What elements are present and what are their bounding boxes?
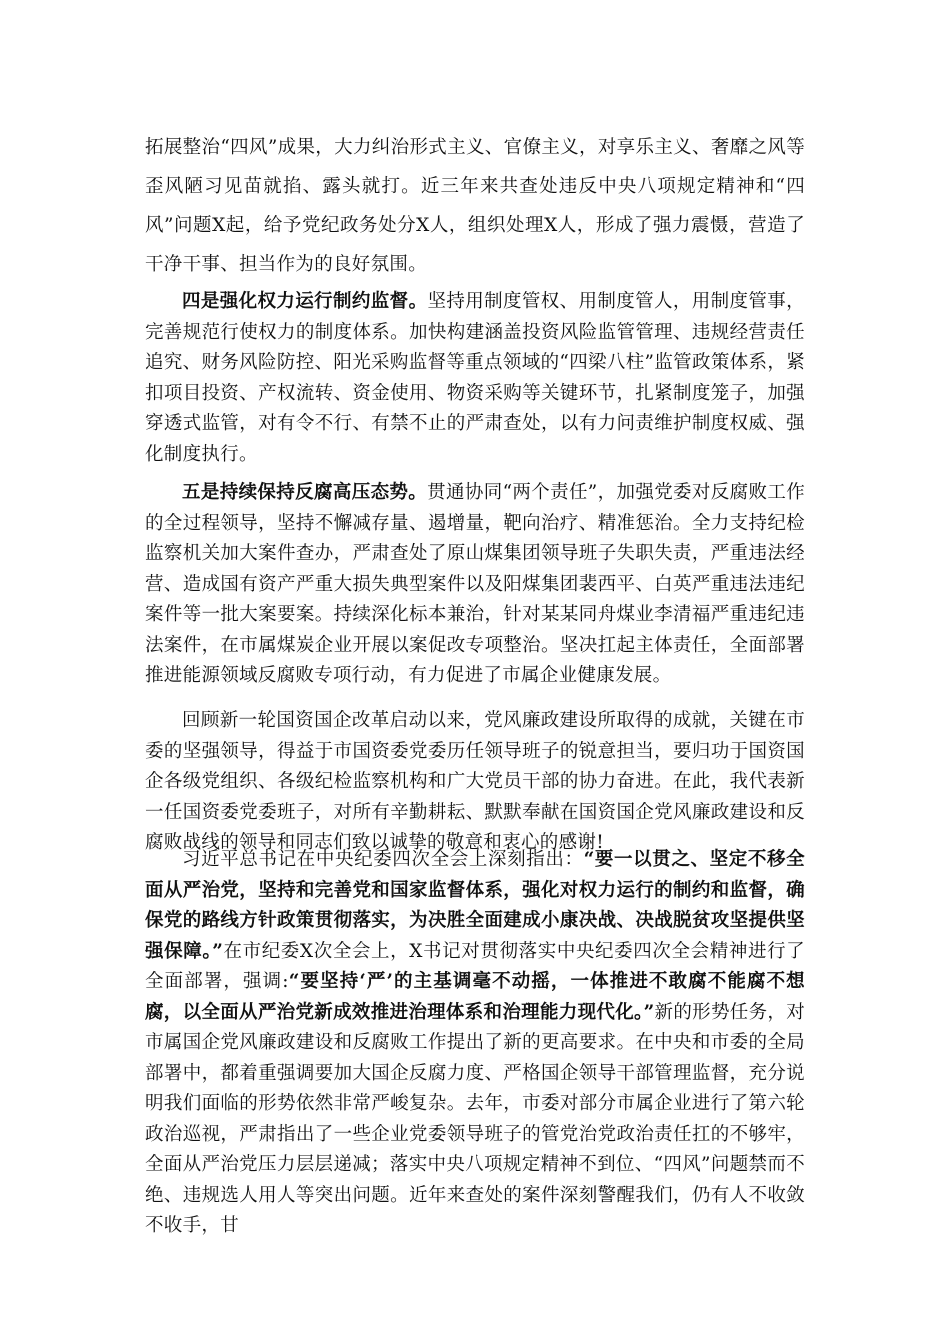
bold-quote: “要坚持‘严’的主基调毫不动摇，一体推进不敢腐不能腐不想腐，以全面从严治党新成效推进治理体系和治理能力现代化。” [145, 971, 805, 1023]
paragraph-text: 坚持用制度管权、用制度管人，用制度管事，完善规范行使权力的制度体系。加快构建涵盖投资风险监管管理、违规经营责任追究、财务风险防控、阳光采购监督等重点领域的“四梁八柱”监管政策体系，紧扣项目投资、产权流转、资金使用、物资采购等关键环节，扎紧制度笼子，加强穿透式监管，对有令不行、有禁不止的严肃查处，以有力问责维护制度权威、强化制度执行。 [145, 291, 805, 465]
bold-quote: “要一以贯之、坚定不移全面从严治党，坚持和完善党和国家监督体系，强化对权力运行的制约和监督，确保党的路线方针政策贯彻落实，为决胜全面建成小康决战、决战脱贫攻坚提供坚强保障。” [145, 849, 805, 962]
paragraph-style-rectification [145, 128, 805, 284]
paragraph-lead-heading: 五是持续保持反腐高压态势。 [182, 482, 428, 503]
paragraph-text: 在市纪委X次全会上，X书记对贯彻落实中央纪委四次全会精神进行了全面部署，强调: [145, 940, 805, 992]
paragraph-text: 贯通协同“两个责任”，加强党委对反腐败工作的全过程领导，坚持不懈减存量、遏增量，靶向治疗、精准惩治。全力支持纪检监察机关加大案件查办，严肃查处了原山煤集团领导班子失职失责，严重违法经营、造成国有资产严重大损失典型案件以及阳煤集团裴西平、白英严重违法违纪案件等一批大案要案。持续深化标本兼治，针对某某同舟煤业李清福严重违纪违法案件，在市属煤炭企业开展以案促改专项整治。坚决扛起主体责任，全面部署推进能源领域反腐败专项行动，有力促进了市属企业健康发展。 [145, 482, 805, 686]
paragraph-anti-corruption [145, 478, 805, 692]
paragraph-xi-quote [145, 845, 805, 1242]
paragraph-power-supervision [145, 287, 805, 470]
paragraph-review-achievements [145, 706, 805, 859]
paragraph-text: 回顾新一轮国资国企改革启动以来，党风廉政建设所取得的成就，关键在市委的坚强领导，得益于市国资委党委历任领导班子的锐意担当，要归功于国资国企各级党组织、各级纪检监察机构和广大党员干部的协力奋进。在此，我代表新一任国资委党委班子，对所有辛勤耕耘、默默奉献在国资国企党风廉政建设和反腐败战线的领导和同志们致以诚挚的敬意和衷心的感谢! [145, 710, 805, 853]
paragraph-text: 新的形势任务，对市属国企党风廉政建设和反腐败工作提出了新的更高要求。在中央和市委的全局部署中，都着重强调要加大国企反腐力度、严格国企领导干部管理监督，充分说明我们面临的形势依然非常严峻复杂。去年，市委对部分市属企业进行了第六轮政治巡视，严肃指出了一些企业党委领导班子的管党治党政治责任扛的不够牢，全面从严治党压力层层递减；落实中央八项规定精神不到位、“四风”问题禁而不绝、违规选人用人等突出问题。近年来查处的案件深刻警醒我们，仍有人不收敛不收手，甘 [145, 1001, 806, 1236]
paragraph-text: 拓展整治“四风”成果，大力纠治形式主义、官僚主义，对享乐主义、奢靡之风等歪风陋习见苗就掐、露头就打。近三年来共查处违反中央八项规定精神和“四风”问题X起，给予党纪政务处分X人，组织处理X人，形成了强力震慑，营造了干净干事、担当作为的良好氛围。 [145, 137, 805, 275]
paragraph-text: 习近平总书记在中央纪委四次全会上深刻指出： [182, 849, 584, 870]
paragraph-lead-heading: 四是强化权力运行制约监督。 [182, 291, 428, 312]
